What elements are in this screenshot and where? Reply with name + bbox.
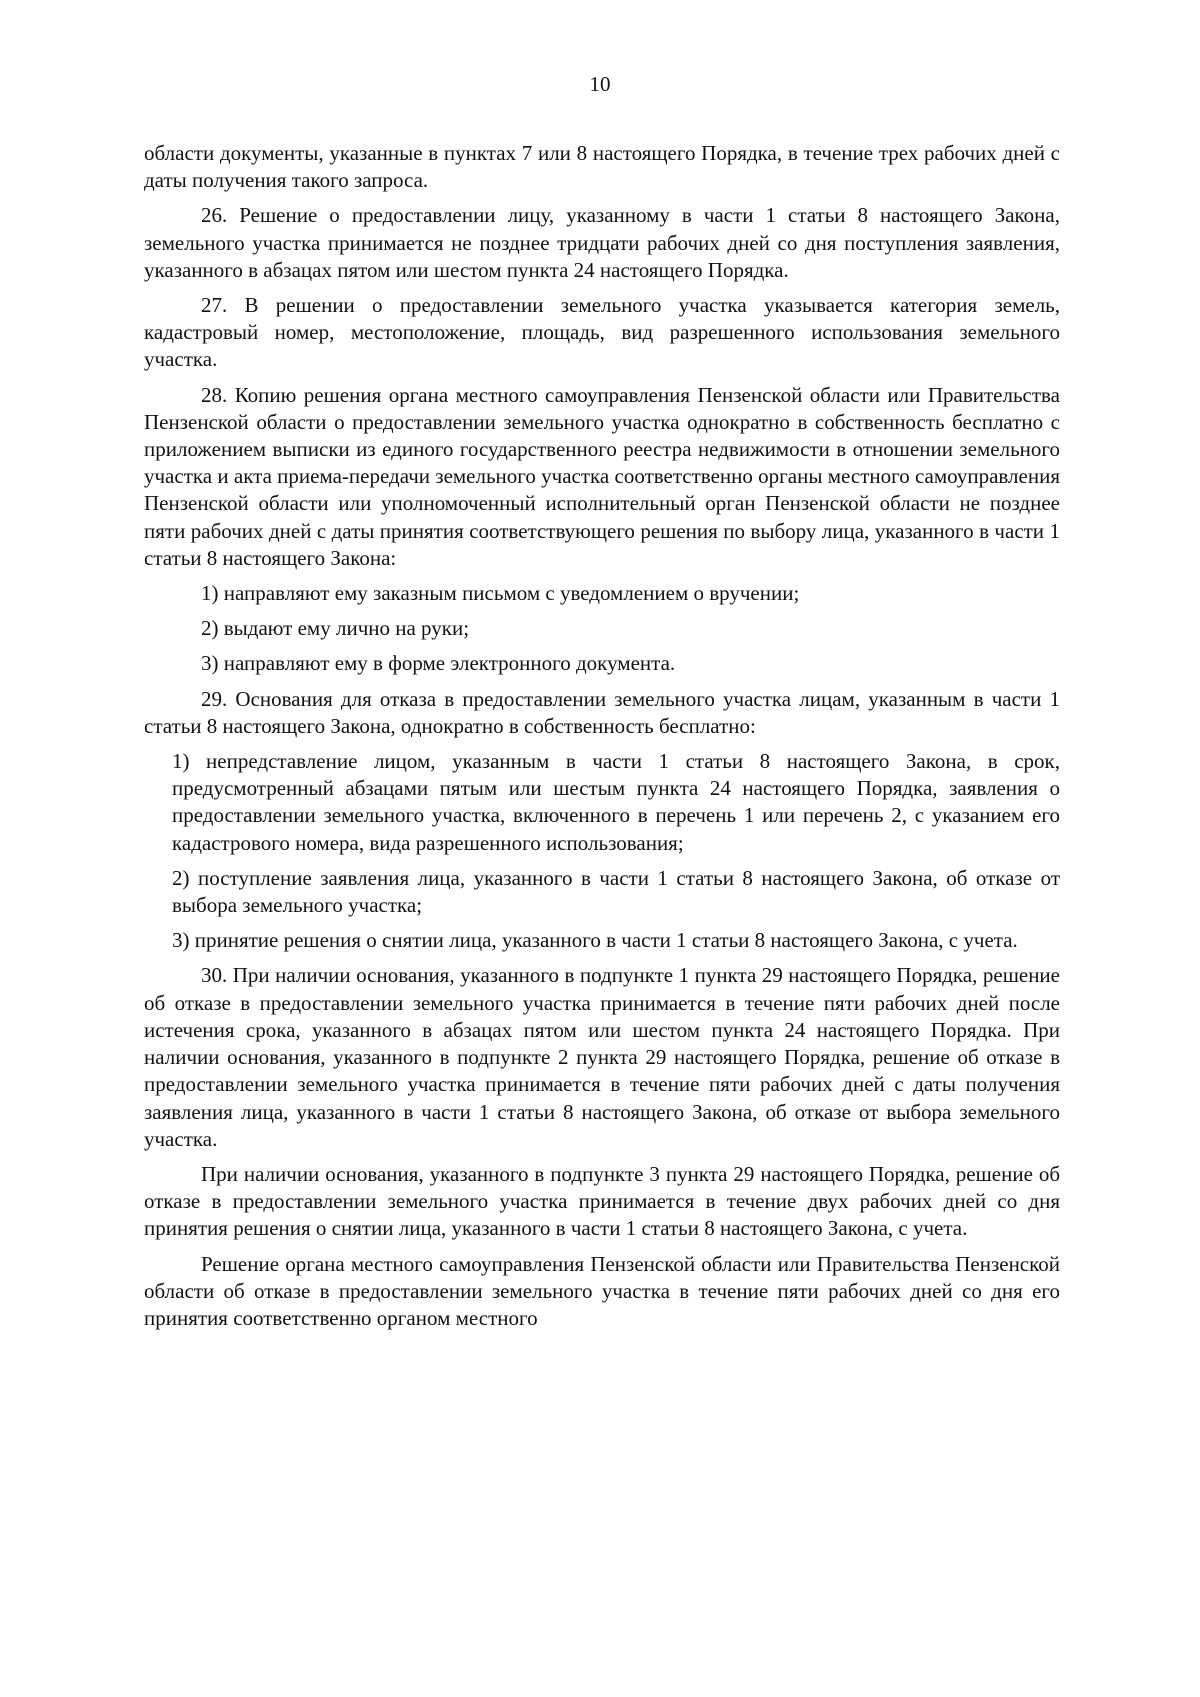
paragraph-item-28: 28. Копию решения органа местного самоуправления Пензенской области или Правительства Пензенской области о предоставлении земельного участка однократно в собственность бесплатно с приложением выписки из единого государственного реестра недвижимости в отношении земельного участка и акта приема-передачи земельного участка соответственно органы местного самоуправления Пензенской области или уполномоченный исполнительный орган Пензенской области не позднее пяти рабочих дней с даты принятия соответствующего решения по выбору лица, указанного в части 1 статьи 8 настоящего Закона: bbox=[144, 382, 1060, 570]
paragraph-item-26: 26. Решение о предоставлении лицу, указанному в части 1 статьи 8 настоящего Закона, земельного участка принимается не позднее тридцати рабочих дней со дня поступления заявления, указанного в абзацах пятом или шестом пункта 24 настоящего Порядка. bbox=[144, 203, 1060, 282]
paragraph-continuation: области документы, указанные в пунктах 7 или 8 настоящего Порядка, в течение трех рабочих дней с даты получения такого запроса. bbox=[144, 141, 1060, 193]
page-number: 10 bbox=[589, 72, 611, 96]
paragraph-item-30-continued: При наличии основания, указанного в подпункте 3 пункта 29 настоящего Порядка, решение об отказе в предоставлении земельного участка принимается в течение двух рабочих дней со дня принятия решения о снятии лица, указанного в части 1 статьи 8 настоящего Закона, с учета. bbox=[144, 1161, 1060, 1241]
paragraph-item-30-final: Решение органа местного самоуправления Пензенской области или Правительства Пензенской области об отказе в предоставлении земельного участка в течение пяти рабочих дней со дня его принятия соответственно органом местного bbox=[144, 1251, 1060, 1330]
document-body bbox=[144, 140, 1060, 1332]
list-item-29-2: 2) поступление заявления лица, указанного в части 1 статьи 8 настоящего Закона, об отказе от выбора земельного участка; bbox=[172, 865, 1060, 918]
list-item-29-1: 1) непредставление лицом, указанным в части 1 статьи 8 настоящего Закона, в срок, предусмотренный абзацами пятым или шестым пункта 24 настоящего Порядка, заявления о предоставлении земельного участка, включенного в перечень 1 или перечень 2, с указанием его кадастрового номера, вида разрешенного использования; bbox=[172, 749, 1060, 855]
list-item-28-2: 2) выдают ему лично на руки; bbox=[201, 616, 470, 641]
list-item-28-1: 1) направляют ему заказным письмом с уведомлением о вручении; bbox=[201, 581, 800, 606]
paragraph-item-30: 30. При наличии основания, указанного в подпункте 1 пункта 29 настоящего Порядка, решение об отказе в предоставлении земельного участка принимается в течение пяти рабочих дней после истечения срока, указанного в абзацах пятом или шестом пункта 24 настоящего Порядка. При наличии основания, указанного в подпункте 2 пункта 29 настоящего Порядка, решение об отказе в предоставлении земельного участка принимается в течение пяти рабочих дней с даты получения заявления лица, указанного в части 1 статьи 8 настоящего Закона, об отказе от выбора земельного участка. bbox=[144, 963, 1060, 1151]
list-item-28-3: 3) направляют ему в форме электронного документа. bbox=[201, 651, 676, 676]
paragraph-item-27: 27. В решении о предоставлении земельного участка указывается категория земель, кадастровый номер, местоположение, площадь, вид разрешенного использования земельного участка. bbox=[144, 293, 1060, 372]
list-item-29-3: 3) принятие решения о снятии лица, указанного в части 1 статьи 8 настоящего Закона, с учета. bbox=[172, 928, 1018, 953]
paragraph-item-29: 29. Основания для отказа в предоставлении земельного участка лицам, указанным в части 1 статьи 8 настоящего Закона, однократно в собственность бесплатно: bbox=[144, 686, 1060, 738]
